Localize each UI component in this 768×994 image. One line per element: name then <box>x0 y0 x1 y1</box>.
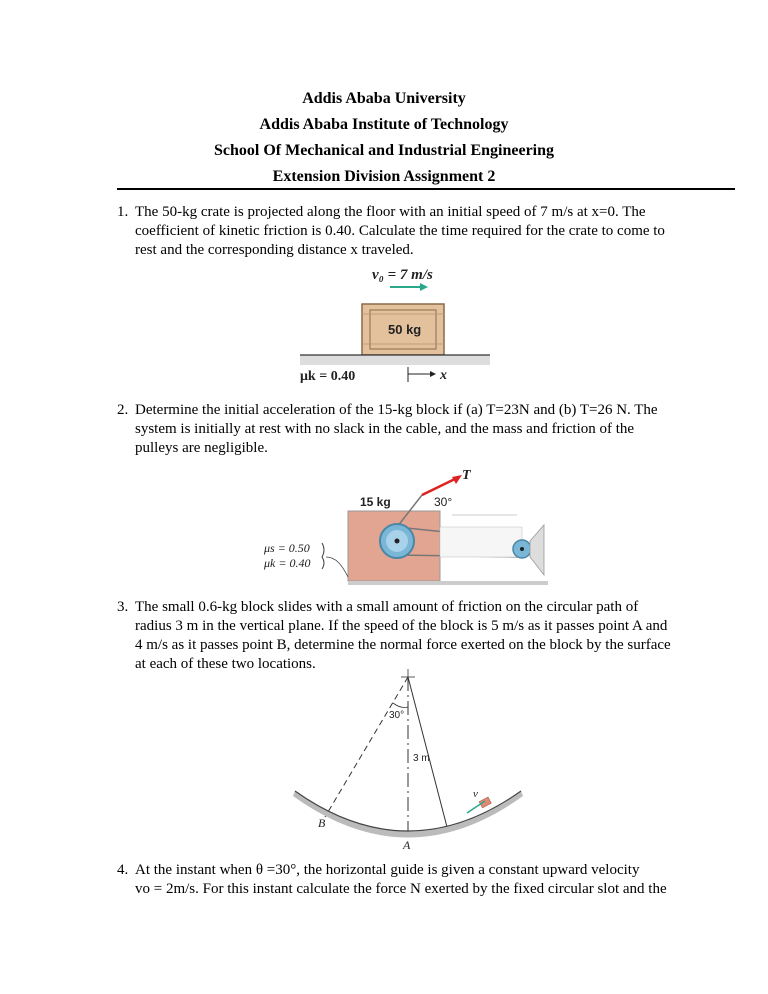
circular-path-figure <box>285 665 525 853</box>
question-line: 4 m/s as it passes point B, determine the normal force exerted on the block by the surface <box>135 637 671 653</box>
crate-figure <box>290 262 490 390</box>
question-line: system is initially at rest with no slack in the cable, and the mass and friction of the <box>135 421 635 437</box>
tension-arrow <box>422 477 459 495</box>
floor <box>300 355 490 365</box>
radius-to-b <box>325 677 408 817</box>
friction-label: μk = 0.40 <box>300 369 356 384</box>
question-line: Determine the initial acceleration of the 15-kg block if (a) T=23N and (b) T=26 N. The <box>135 402 658 418</box>
mu-k-label: μk = 0.40 <box>264 556 311 570</box>
header-rule <box>117 188 735 190</box>
question-line: coefficient of kinetic friction is 0.40. Calculate the time required for the crate to come to <box>135 223 665 239</box>
question-line: vo = 2m/s. For this instant calculate the force N exerted by the fixed circular slot and the <box>135 881 667 897</box>
question-number: 2. <box>117 402 129 418</box>
radius-to-block <box>408 677 447 827</box>
assignment-title: Extension Division Assignment 2 <box>272 168 496 185</box>
point-a-label: A <box>403 838 411 852</box>
point-b-label: B <box>318 816 326 830</box>
question-line: radius 3 m in the vertical plane. If the speed of the block is 5 m/s as it passes point A and <box>135 618 668 634</box>
tension-label: T <box>462 468 471 483</box>
mu-s-label: μs = 0.50 <box>264 541 310 555</box>
question-line: pulleys are negligible. <box>135 440 268 456</box>
angle-label: 30° <box>389 710 405 721</box>
question-line: rest and the corresponding distance x traveled. <box>135 242 414 258</box>
school-title: School Of Mechanical and Industrial Engineering <box>213 142 555 159</box>
question-line: The small 0.6-kg block slides with a small amount of friction on the circular path of <box>135 599 639 615</box>
question-line: The 50-kg crate is projected along the floor with an initial speed of 7 m/s at x=0. The <box>135 204 646 220</box>
velocity-arrowhead <box>420 283 428 291</box>
question-number: 4. <box>117 862 129 878</box>
sliding-block <box>479 797 491 808</box>
pulley-block-figure <box>252 465 552 585</box>
question-number: 3. <box>117 599 129 615</box>
x-axis-label: x <box>440 368 447 383</box>
velocity-label: v₀ = 7 m/s <box>372 267 433 283</box>
question-line: At the instant when θ =30°, the horizontal guide is given a constant upward velocity <box>135 862 640 878</box>
velocity-label: v <box>473 788 478 800</box>
university-title: Addis Ababa University <box>302 90 466 107</box>
block-mass-label: 15 kg <box>360 495 391 509</box>
question-number: 1. <box>117 204 129 220</box>
institute-title: Addis Ababa Institute of Technology <box>259 116 509 133</box>
ground <box>348 581 548 585</box>
radius-label: 3 m <box>413 753 430 764</box>
angle-label: 30° <box>434 495 453 509</box>
crate-mass-label: 50 kg <box>388 322 422 337</box>
question-line: at each of these two locations. <box>135 656 316 672</box>
